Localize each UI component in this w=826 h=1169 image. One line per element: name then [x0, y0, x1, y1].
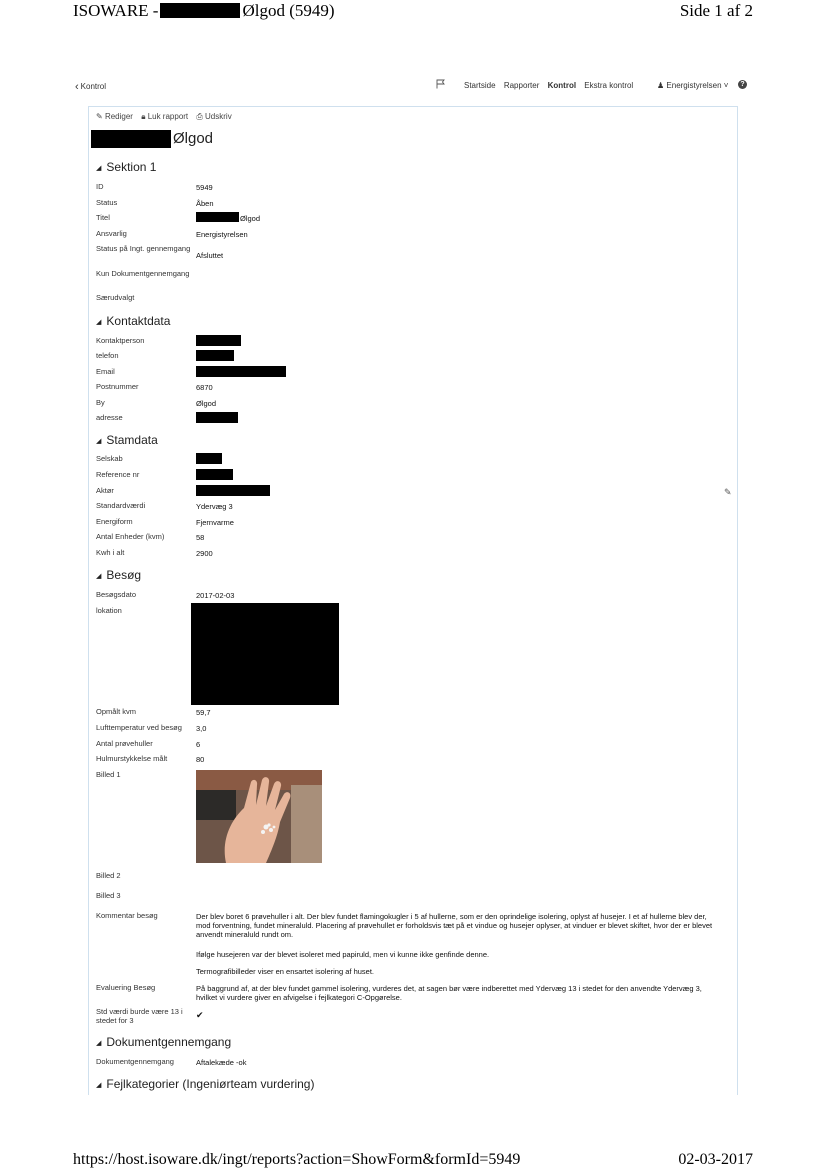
user-menu-label: Energistyrelsen — [666, 81, 722, 90]
field-value: 5949 — [196, 183, 213, 192]
field-value: Ydervæg 3 — [196, 502, 233, 511]
field-label: Kontaktperson — [96, 336, 145, 345]
field-label: Ansvarlig — [96, 229, 127, 238]
field-value: 2017-02-03 — [196, 591, 235, 600]
section-header-kontaktdata[interactable] — [96, 314, 170, 328]
field-value: Energistyrelsen — [196, 230, 248, 239]
field-label: Antal Enheder (kvm) — [96, 532, 165, 541]
field-value: Afsluttet — [196, 251, 224, 260]
field-label: Lufttemperatur ved besøg — [96, 723, 182, 732]
field-label: Kommentar besøg — [96, 911, 158, 920]
field-value: 6870 — [196, 383, 213, 392]
print-title — [73, 1, 335, 21]
redaction-box — [196, 366, 286, 377]
collapse-triangle-icon: ◢ — [96, 165, 102, 172]
back-link[interactable] — [75, 81, 106, 93]
field-label: Std værdi burde være 13 i stedet for 3 — [96, 1007, 183, 1025]
flag-icon[interactable] — [436, 79, 446, 89]
redaction-box — [196, 350, 234, 361]
field-label: Evaluering Besøg — [96, 983, 156, 992]
pencil-icon[interactable]: ✎ — [724, 487, 732, 497]
report-toolbar — [96, 112, 238, 122]
field-label: Postnummer — [96, 382, 139, 391]
nav-item-startside[interactable]: Startside — [464, 81, 496, 90]
section-header-dokumentgennemgang[interactable] — [96, 1035, 231, 1049]
field-label: Dokumentgennemgang — [96, 1057, 174, 1066]
redaction-box — [196, 335, 241, 346]
redaction-box — [196, 485, 270, 496]
print-button-label: Udskriv — [205, 112, 232, 121]
redaction-box — [196, 453, 222, 464]
field-label: Billed 2 — [96, 871, 121, 880]
print-button[interactable] — [196, 112, 231, 121]
user-icon: ♟ — [657, 81, 665, 90]
field-label: telefon — [96, 351, 119, 360]
print-icon: ⎙ — [196, 112, 203, 121]
field-value: 2900 — [196, 549, 213, 558]
section-title: Stamdata — [106, 433, 158, 447]
field-label: Email — [96, 367, 115, 376]
field-label: Energiform — [96, 517, 133, 526]
field-value: 6 — [196, 740, 201, 749]
field-label: Kwh i alt — [96, 548, 125, 557]
print-title-prefix: ISOWARE - — [73, 1, 159, 20]
field-label: Kun Dokumentgennemgang — [96, 269, 190, 278]
field-value: Ølgod — [240, 214, 261, 223]
section-title: Dokumentgennemgang — [106, 1035, 232, 1049]
comment-paragraph: Der blev boret 6 prøvehuller i alt. Der blev fundet flamingokugler i 5 af hullerne, som er den oprindelige isolering, oplyst af husejer. I et af hullerne blev der, mod forventning, fundet mineraluld. Placering af prøvehullet er forholdsvis tæt på et vindue og husejer oplyser, at vinduer er blevet skiftet, hvor der er blevet anvendt mineraluld rundt om. — [196, 912, 713, 939]
print-header — [0, 0, 826, 24]
field-label: Status — [96, 198, 118, 207]
section-header-stamdata[interactable] — [96, 433, 158, 447]
section-title: Fejlkategorier (Ingeniørteam vurdering) — [106, 1077, 315, 1091]
chevron-left-icon: ‹ — [75, 81, 79, 93]
redaction-box — [160, 3, 240, 18]
collapse-triangle-icon: ◢ — [96, 573, 102, 580]
field-label: Standardværdi — [96, 501, 146, 510]
collapse-triangle-icon: ◢ — [96, 1082, 102, 1089]
photo-insulation-sample[interactable] — [196, 770, 322, 863]
field-label: Aktør — [96, 486, 114, 495]
report-panel — [88, 106, 738, 1095]
field-value: Fjernvarme — [196, 518, 234, 527]
help-icon[interactable]: ? — [738, 80, 747, 89]
edit-button-label: Rediger — [104, 112, 133, 121]
print-footer-date: 02-03-2017 — [678, 1151, 753, 1168]
redaction-box — [196, 412, 238, 423]
back-link-label: Kontrol — [80, 82, 107, 91]
lock-icon: 🔒︎ — [141, 112, 146, 121]
field-label: Hulmurstykkelse målt — [96, 754, 168, 763]
field-label: Antal prøvehuller — [96, 739, 153, 748]
collapse-triangle-icon: ◢ — [96, 1040, 102, 1047]
field-value: 59,7 — [196, 708, 211, 717]
field-value: Ølgod — [196, 399, 217, 408]
close-report-button[interactable] — [141, 112, 188, 121]
chevron-down-icon: ˅ — [723, 81, 729, 90]
edit-icon: ✎ — [96, 112, 103, 121]
field-value: 80 — [196, 755, 205, 764]
comment-paragraph: Ifølge husejeren var der blevet isoleret med papiruld, men vi kunne ikke genfinde denne. — [196, 950, 490, 959]
field-label: lokation — [96, 606, 122, 615]
nav-item-rapporter[interactable]: Rapporter — [503, 81, 540, 90]
page-title: Ølgod — [173, 130, 214, 147]
field-value: Åben — [196, 199, 214, 208]
collapse-triangle-icon: ◢ — [96, 319, 102, 326]
section-title: Sektion 1 — [106, 160, 157, 174]
field-label: By — [96, 398, 105, 407]
nav-item-kontrol[interactable]: Kontrol — [547, 81, 577, 90]
nav-item-ekstra-kontrol[interactable]: Ekstra kontrol — [584, 81, 634, 90]
field-label: ID — [96, 182, 104, 191]
section-title: Besøg — [106, 568, 142, 582]
field-label: Særudvalgt — [96, 293, 135, 302]
field-label: Billed 3 — [96, 891, 121, 900]
evaluation-paragraph: På baggrund af, at der blev fundet gammel isolering, vurderes det, at sagen bør være indberettet med Ydervæg 13 i stedet for den anvendte Ydervæg 3, hvilket vi vurdere giver en afvigelse i fejlkategori C-Opgørelse. — [196, 984, 702, 1002]
field-value: Aftalekæde -ok — [196, 1058, 247, 1067]
field-label: Titel — [96, 213, 110, 222]
nav-menu — [464, 81, 639, 90]
field-label: Reference nr — [96, 470, 140, 479]
location-map-redacted — [191, 603, 339, 705]
top-navigation — [75, 80, 751, 94]
redaction-box — [196, 469, 233, 480]
field-label: Billed 1 — [96, 770, 121, 779]
edit-button[interactable] — [96, 112, 133, 121]
field-label: Opmålt kvm — [96, 707, 137, 716]
section-header-fejlkategorier[interactable] — [96, 1077, 314, 1091]
field-label: Besøgsdato — [96, 590, 137, 599]
section-header-sektion-1[interactable] — [96, 160, 156, 174]
field-value: 3,0 — [196, 724, 207, 733]
print-footer-url: https://host.isoware.dk/ingt/reports?action=ShowForm&formId=5949 — [73, 1151, 521, 1168]
collapse-triangle-icon: ◢ — [96, 438, 102, 445]
field-label: Selskab — [96, 454, 123, 463]
field-label: Status på Ingt. gennemgang — [96, 244, 191, 253]
print-title-suffix: Ølgod (5949) — [242, 1, 335, 20]
section-title: Kontaktdata — [106, 314, 171, 328]
close-report-label: Luk rapport — [147, 112, 189, 121]
user-menu[interactable] — [657, 81, 728, 90]
comment-paragraph: Termografibilleder viser en ensartet isolering af huset. — [196, 967, 375, 976]
print-page-number: Side 1 af 2 — [679, 1, 753, 20]
field-label: adresse — [96, 413, 123, 422]
field-value: 58 — [196, 533, 205, 542]
section-header-besog[interactable] — [96, 568, 141, 582]
checkmark-icon: ✔ — [196, 1010, 204, 1020]
redaction-box — [91, 130, 171, 148]
redaction-box — [196, 212, 239, 222]
